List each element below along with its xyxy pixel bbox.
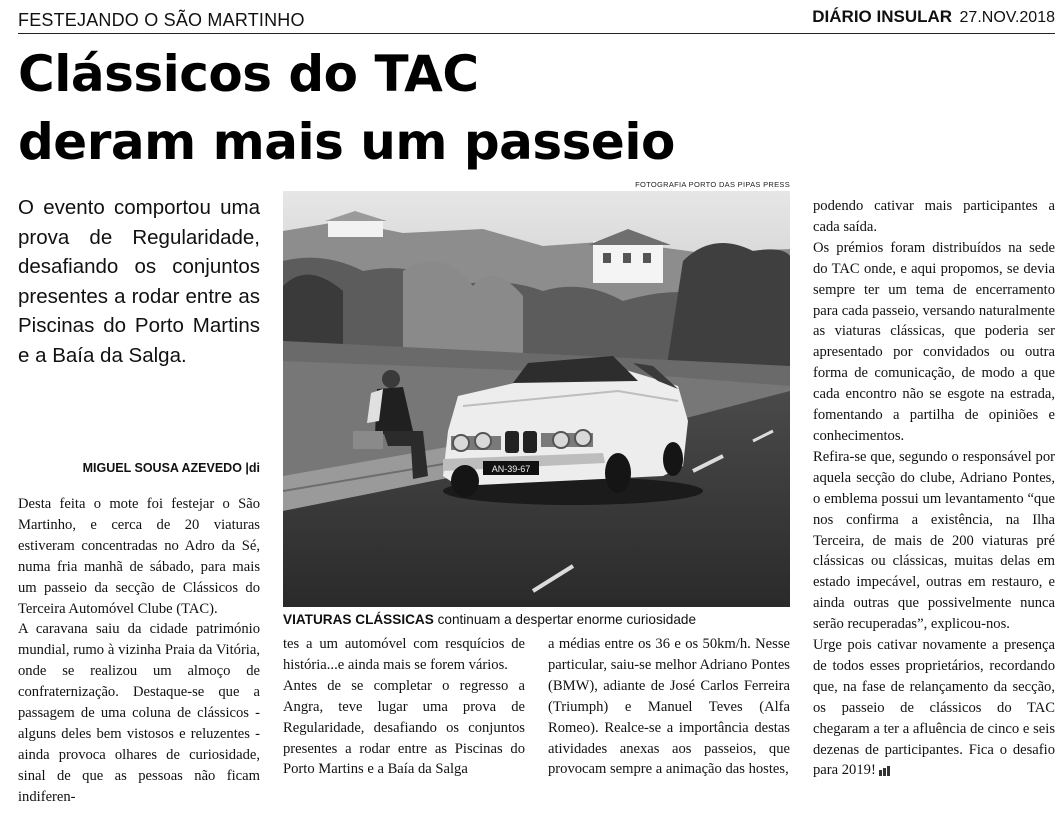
end-mark-icon <box>879 766 891 776</box>
body-column-1 <box>18 494 260 834</box>
body-column-4 <box>813 196 1055 836</box>
paragraph: podendo cativar mais participantes a cada saída. <box>813 198 1055 235</box>
photo-illustration <box>283 191 790 607</box>
caption-text: continuam a despertar enorme curiosidade <box>437 612 697 627</box>
paragraph: A caravana saiu da cidade património mundial, rumo à vizinha Praia da Vitória, onde se realizou um almoço de confraternização. Destaque-se que a passagem de uma coluna de clássicos - alguns deles bem vistosos e reluzentes - ainda provoca olhares de curiosidade, sinal de que as pessoas não ficam indiferen- <box>18 621 260 805</box>
article-photo <box>283 191 790 607</box>
caption-lead: VIATURAS CLÁSSICAS <box>283 612 434 627</box>
headline <box>18 40 675 176</box>
section-kicker: FESTEJANDO O SÃO MARTINHO <box>18 10 305 30</box>
photo-caption <box>283 612 793 627</box>
paragraph: tes a um automóvel com resquícios de história...e ainda mais se forem vários. <box>283 636 525 673</box>
paragraph: Os prémios foram distribuídos na sede do TAC onde, e aqui propomos, se devia sempre ter um tema de encerramento para cada passeio, versando naturalmente as viaturas clássicas, que poderia ser apresentado por convidados ou outra forma de comunicação, de modo a que cada encontro não se esgote na estrada, fomentando a partilha de opiniões e conhecimentos. <box>813 239 1055 444</box>
paragraph: Antes de se completar o regresso a Angra, teve lugar uma prova de Regularidade, desafiando os conjuntos presentes a rodar entre as Piscinas do Porto Martins e a Baía da Salga <box>283 677 525 778</box>
paragraph: a médias entre os 36 e os 50km/h. Nesse particular, saiu-se melhor Adriano Pontes (BMW), adiante de José Carlos Ferreira (Triumph) e Manuel Teves (Alfa Romeo). Realce-se a importância destas atividades anexas aos passeios, que provocam sempre a animação das hostes, <box>548 636 790 778</box>
body-column-3 <box>548 634 790 780</box>
paragraph-text: Urge pois cativar novamente a presença de todos esses proprietários, recordando que, na fase de relançamento da secção, os passeio de clássicos do TAC chegaram a ter a afluência de cinco e seis dezenas de participantes. Fica o desafio para 2019! <box>813 637 1055 779</box>
publication-date: 27.NOV.2018 <box>959 9 1055 26</box>
paragraph: Refira-se que, segundo o responsável por aquela secção do clube, Adriano Pontes, o emblema possui um levantamento “que nos confirma a existência, na Ilha Terceira, de mais de 200 viaturas pré clássicas ou clássicas, muitas delas em estado impecável, outras em restauro, e ainda outras que possivelmente nunca serão recuperadas”, explicou-nos. <box>813 448 1055 633</box>
photo-credit: FOTOGRAFIA PORTO DAS PIPAS PRESS <box>635 180 790 189</box>
header-rule <box>18 33 1055 34</box>
headline-line-2: deram mais um passeio <box>18 113 675 171</box>
paragraph-last <box>813 635 1055 781</box>
headline-line-1: Clássicos do TAC <box>18 45 479 103</box>
licence-plate: AN-39-67 <box>491 464 531 474</box>
body-column-2 <box>283 634 525 780</box>
paragraph: Desta feita o mote foi festejar o São Martinho, e cerca de 20 viaturas estiveram concentradas no Adro da Sé, numa fria manhã de sábado, para mais um passeio da secção de Clássicos do Terceira Automóvel Clube (TAC). <box>18 496 260 617</box>
byline: MIGUEL SOUSA AZEVEDO |di <box>82 461 260 475</box>
masthead <box>812 7 1055 27</box>
lead-paragraph: O evento comportou uma prova de Regularidade, desafiando os conjuntos presentes a rodar entre as Piscinas do Porto Martins e a Baía da Salga. <box>18 196 260 367</box>
publication-name: DIÁRIO INSULAR <box>812 7 953 26</box>
